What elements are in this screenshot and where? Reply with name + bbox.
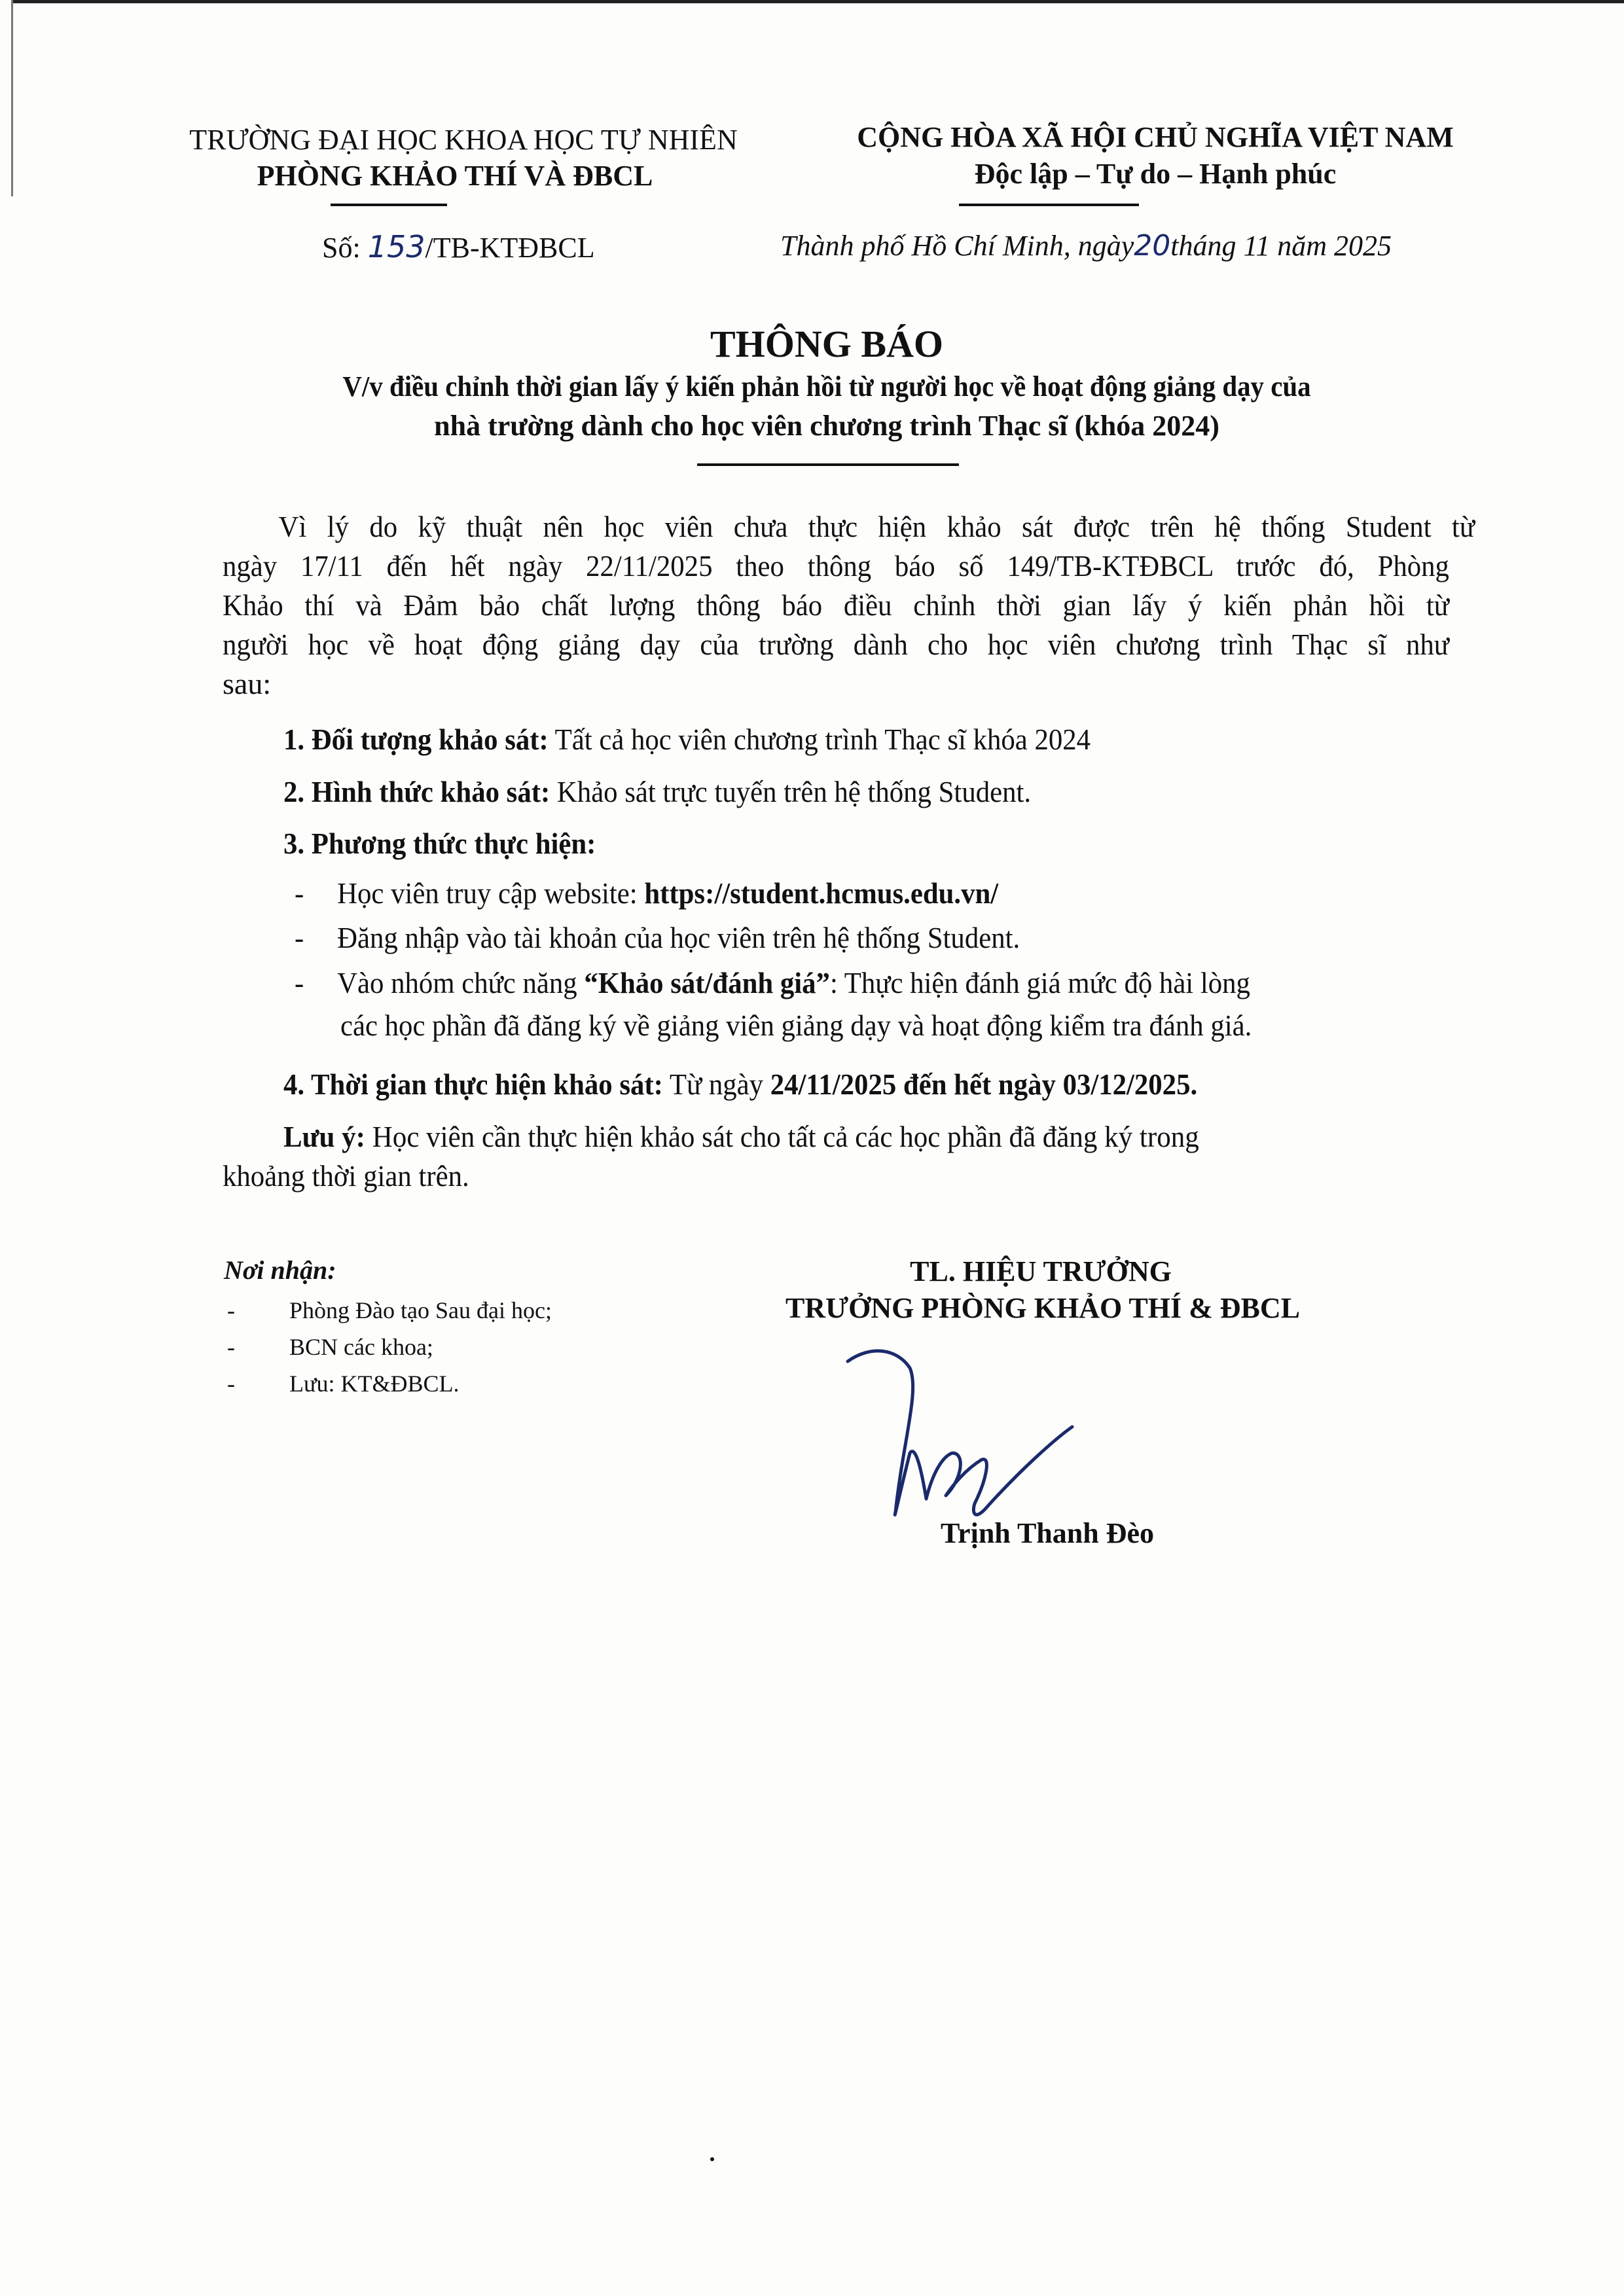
signatory-name: Trịnh Thanh Đèo xyxy=(940,1517,1155,1549)
scan-border-top xyxy=(12,0,1624,3)
scan-border-left xyxy=(11,0,13,196)
document-date xyxy=(780,229,1392,262)
item-1 xyxy=(283,722,1091,757)
website-link[interactable]: https://student.hcmus.edu.vn/ xyxy=(644,876,999,910)
intro-line: Vì lý do kỹ thuật nên học viên chưa thực hiện khảo sát được trên hệ thống Student từ xyxy=(278,510,1475,543)
date-day-handwritten: 20 xyxy=(1134,229,1171,262)
step-3-pre: Vào nhóm chức năng xyxy=(337,966,585,999)
step-3-line-2: các học phần đã đăng ký về giảng viên giảng dạy và hoạt động kiểm tra đánh giá. xyxy=(340,1009,1252,1042)
signature-on-behalf: TL. HIỆU TRƯỞNG xyxy=(910,1255,1172,1287)
recipients-heading: Nơi nhận: xyxy=(224,1255,336,1285)
step-2 xyxy=(295,920,1020,955)
nation-name: CỘNG HÒA XÃ HỘI CHỦ NGHĨA VIỆT NAM xyxy=(857,121,1454,153)
department-name: PHÒNG KHẢO THÍ VÀ ĐBCL xyxy=(257,160,653,192)
handwritten-signature xyxy=(812,1329,1165,1525)
recipient-item xyxy=(219,1333,433,1361)
recipient-text: Lưu: KT&ĐBCL. xyxy=(289,1371,460,1397)
recipient-text: BCN các khoa; xyxy=(289,1334,433,1360)
item-3-label: 3. Phương thức thực hiện: xyxy=(283,827,596,860)
note-label: Lưu ý: xyxy=(283,1120,365,1153)
bullet-dash: - xyxy=(295,876,304,910)
item-1-label: 1. Đối tượng khảo sát: xyxy=(283,723,549,756)
bullet-dash: - xyxy=(227,1334,235,1360)
recipient-item xyxy=(219,1370,460,1397)
number-prefix: Số: xyxy=(322,232,361,264)
signature-position: TRƯỞNG PHÒNG KHẢO THÍ & ĐBCL xyxy=(785,1292,1300,1324)
step-3-function-name: “Khảo sát/đánh giá” xyxy=(584,966,830,999)
signature-stroke xyxy=(848,1351,1072,1515)
intro-line: người học về hoạt động giảng dạy của trường dành cho học viên chương trình Thạc sĩ như xyxy=(223,628,1449,661)
note-text: Học viên cần thực hiện khảo sát cho tất cả các học phần đã đăng ký trong xyxy=(365,1120,1199,1153)
step-3 xyxy=(295,965,1250,1000)
document-number xyxy=(322,229,595,264)
bullet-dash: - xyxy=(227,1297,235,1323)
intro-line: Khảo thí và Đảm bảo chất lượng thông báo điều chỉnh thời gian lấy ý kiến phản hồi từ xyxy=(223,588,1449,622)
item-2-label: 2. Hình thức khảo sát: xyxy=(283,775,550,808)
bullet-dash: - xyxy=(295,921,304,954)
left-header-underline xyxy=(331,204,447,206)
item-2 xyxy=(283,774,1031,809)
step-2-text: Đăng nhập vào tài khoản của học viên trên hệ thống Student. xyxy=(337,921,1020,954)
note-line-2: khoảng thời gian trên. xyxy=(223,1159,469,1193)
step-1 xyxy=(295,876,998,910)
item-4-dates: 24/11/2025 đến hết ngày 03/12/2025. xyxy=(770,1067,1198,1101)
date-suffix: tháng 11 năm 2025 xyxy=(1170,230,1392,262)
subtitle-line-2: nhà trường dành cho học viên chương trình Thạc sĩ (khóa 2024) xyxy=(434,410,1219,442)
date-prefix: Thành phố Hồ Chí Minh, ngày xyxy=(780,230,1134,262)
step-3-post: : Thực hiện đánh giá mức độ hài lòng xyxy=(829,966,1250,999)
item-4 xyxy=(283,1067,1197,1102)
right-header-underline xyxy=(959,204,1139,206)
bullet-dash: - xyxy=(295,966,304,999)
intro-line: ngày 17/11 đến hết ngày 22/11/2025 theo thông báo số 149/TB-KTĐBCL trước đó, Phòng xyxy=(223,549,1449,583)
subtitle-line-1: V/v điều chỉnh thời gian lấy ý kiến phản hồi từ người học về hoạt động giảng dạy của xyxy=(342,370,1311,403)
document-title: THÔNG BÁO xyxy=(710,323,944,365)
intro-line: sau: xyxy=(223,667,272,700)
title-underline xyxy=(697,463,959,466)
institution-name: TRƯỜNG ĐẠI HỌC KHOA HỌC TỰ NHIÊN xyxy=(189,124,738,156)
note-line-1 xyxy=(283,1119,1199,1154)
national-motto: Độc lập – Tự do – Hạnh phúc xyxy=(974,158,1337,190)
step-1-text: Học viên truy cập website: xyxy=(337,876,645,910)
intro-paragraph xyxy=(223,507,1475,704)
number-suffix: /TB-KTĐBCL xyxy=(425,232,595,264)
item-1-text: Tất cả học viên chương trình Thạc sĩ khóa 2024 xyxy=(548,723,1091,756)
item-4-label: 4. Thời gian thực hiện khảo sát: xyxy=(283,1067,663,1101)
recipient-item xyxy=(219,1297,552,1324)
bullet-dash: - xyxy=(227,1371,235,1397)
scan-speck xyxy=(710,2157,714,2161)
item-2-text: Khảo sát trực tuyến trên hệ thống Student. xyxy=(550,775,1032,808)
item-4-mid: Từ ngày xyxy=(662,1067,770,1101)
number-handwritten: 153 xyxy=(367,229,425,264)
recipient-text: Phòng Đào tạo Sau đại học; xyxy=(289,1297,552,1323)
